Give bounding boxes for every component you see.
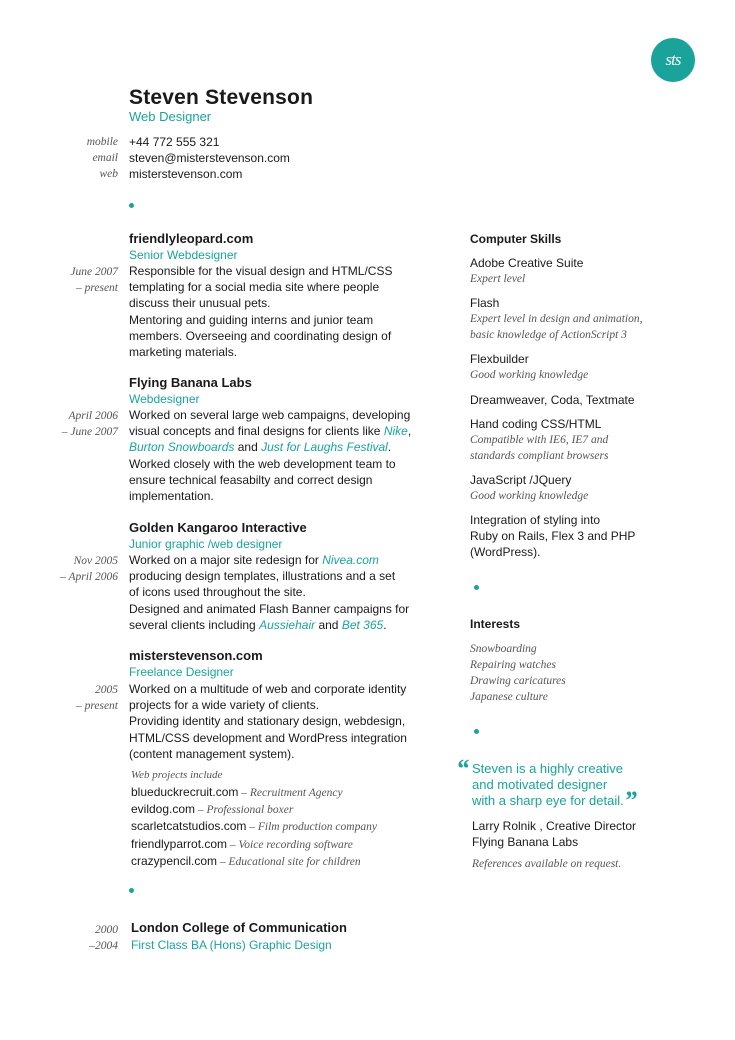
client-link-burton[interactable]: Burton Snowboards <box>129 440 235 455</box>
contact-label-web: web <box>99 168 118 180</box>
project-site[interactable]: blueduckrecruit.com <box>131 785 239 799</box>
close-quote-mark: ” <box>624 786 637 815</box>
job-dates: 2005 – present <box>75 684 118 712</box>
section-dot <box>474 585 479 590</box>
project-site[interactable]: evildog.com <box>131 802 196 817</box>
job-role: Freelance Designer <box>129 665 234 679</box>
list-item: friendlyparrot.com – Voice recording software <box>131 836 353 851</box>
references-note: References available on request. <box>472 858 622 870</box>
section-dot <box>129 203 134 208</box>
contact-label-email: email <box>92 152 118 164</box>
skills-heading: Computer Skills <box>470 232 562 246</box>
contact-email[interactable]: steven@misterstevenson.com <box>129 151 290 165</box>
list-item: blueduckrecruit.com – Recruitment Agency <box>131 785 343 799</box>
skill-item: Dreamweaver, Coda, Textmate <box>470 393 635 407</box>
contact-mobile: +44 772 555 321 <box>129 135 220 149</box>
client-link-aussiehair[interactable]: Aussiehair <box>259 617 316 632</box>
monogram-logo: sts <box>651 38 695 82</box>
list-item: evildog.com – Professional boxer <box>131 802 294 817</box>
contact-web[interactable]: misterstevenson.com <box>129 167 243 181</box>
job-company: Flying Banana Labs <box>129 375 252 390</box>
job-company: friendlyleopard.com <box>129 231 254 246</box>
projects-list <box>131 784 377 870</box>
skill-item: Flash Expert level in design and animation, basic knowledge of ActionScript 3 <box>470 296 643 341</box>
client-link-bet365[interactable]: Bet 365 <box>341 617 384 632</box>
project-site[interactable]: friendlyparrot.com <box>131 836 228 851</box>
education-degree: First Class BA (Hons) Graphic Design <box>131 938 332 952</box>
job-description: Worked on a multitude of web and corporate identity projects for a wide variety of clients. Providing identity and stationary design, webdesign, HTML/CSS development and WordPress integration (content management system). <box>129 682 407 761</box>
resume-role: Web Designer <box>129 109 212 124</box>
project-site[interactable]: scarletcatstudios.com <box>131 819 247 834</box>
skill-item: Flexbuilder Good working knowledge <box>470 352 589 381</box>
skill-item: Hand coding CSS/HTML Compatible with IE6, IE7 and standards compliant browsers <box>470 417 609 462</box>
job-description: Worked on several large web campaigns, developing visual concepts and final designs for clients like Nike, Burton Snowboards and Just for Laughs Festival. Worked closely with the web development team to ensure technical feasabilty and correct design implementation. <box>129 408 412 504</box>
section-dot <box>474 729 479 734</box>
section-dot <box>129 888 134 893</box>
job-dates: June 2007 – present <box>70 266 118 294</box>
job-dates: April 2006 – June 2007 <box>61 410 118 438</box>
interest-item: Snowboarding <box>470 643 537 655</box>
job-role: Junior graphic /web designer <box>129 537 283 551</box>
skill-item: Adobe Creative Suite Expert level <box>470 256 584 285</box>
resume-name: Steven Stevenson <box>129 86 314 109</box>
testimonial-quote: Steven is a highly creative and motivated designer with a sharp eye for detail. <box>472 761 624 808</box>
job-company: Golden Kangaroo Interactive <box>129 520 307 535</box>
contact-label-mobile: mobile <box>86 136 118 148</box>
job-company: misterstevenson.com <box>129 648 263 663</box>
list-item: crazypencil.com – Educational site for children <box>131 853 361 868</box>
skill-item: JavaScript /JQuery Good working knowledge <box>470 473 589 502</box>
job-description: Worked on a major site redesign for Nivea.com producing design templates, illustrations and a set of icons used throughout the site. Designed and animated Flash Banner campaigns for several clients including Aussiehair and Bet 365. <box>129 553 410 632</box>
education-school: London College of Communication <box>131 920 347 935</box>
job-description: Responsible for the visual design and HTML/CSS templating for a social media site where people discuss their unusual pets. Mentoring and guiding interns and junior team members. Overseeing and coordinating design of marketing materials. <box>129 264 393 360</box>
client-link-nike[interactable]: Nike <box>383 424 408 439</box>
interest-item: Drawing caricatures <box>470 675 566 687</box>
projects-heading: Web projects include <box>131 769 223 781</box>
job-role: Senior Webdesigner <box>129 248 238 262</box>
education-dates: 2000 –2004 <box>89 924 118 952</box>
list-item: scarletcatstudios.com – Film production company <box>131 819 377 834</box>
interests-heading: Interests <box>470 617 521 631</box>
job-role: Webdesigner <box>129 392 200 406</box>
interest-item: Repairing watches <box>470 659 556 671</box>
open-quote-mark: “ <box>456 754 469 783</box>
project-site[interactable]: crazypencil.com <box>131 853 218 868</box>
client-link-jfl[interactable]: Just for Laughs Festival <box>261 440 388 455</box>
job-dates: Nov 2005 – April 2006 <box>60 555 118 583</box>
testimonial-author: Larry Rolnik , Creative Director Flying Banana Labs <box>472 819 637 849</box>
client-link-nivea[interactable]: Nivea.com <box>322 553 379 567</box>
interest-item: Japanese culture <box>470 691 548 703</box>
skill-item: Integration of styling into Ruby on Rails, Flex 3 and PHP (WordPress). <box>470 513 636 559</box>
